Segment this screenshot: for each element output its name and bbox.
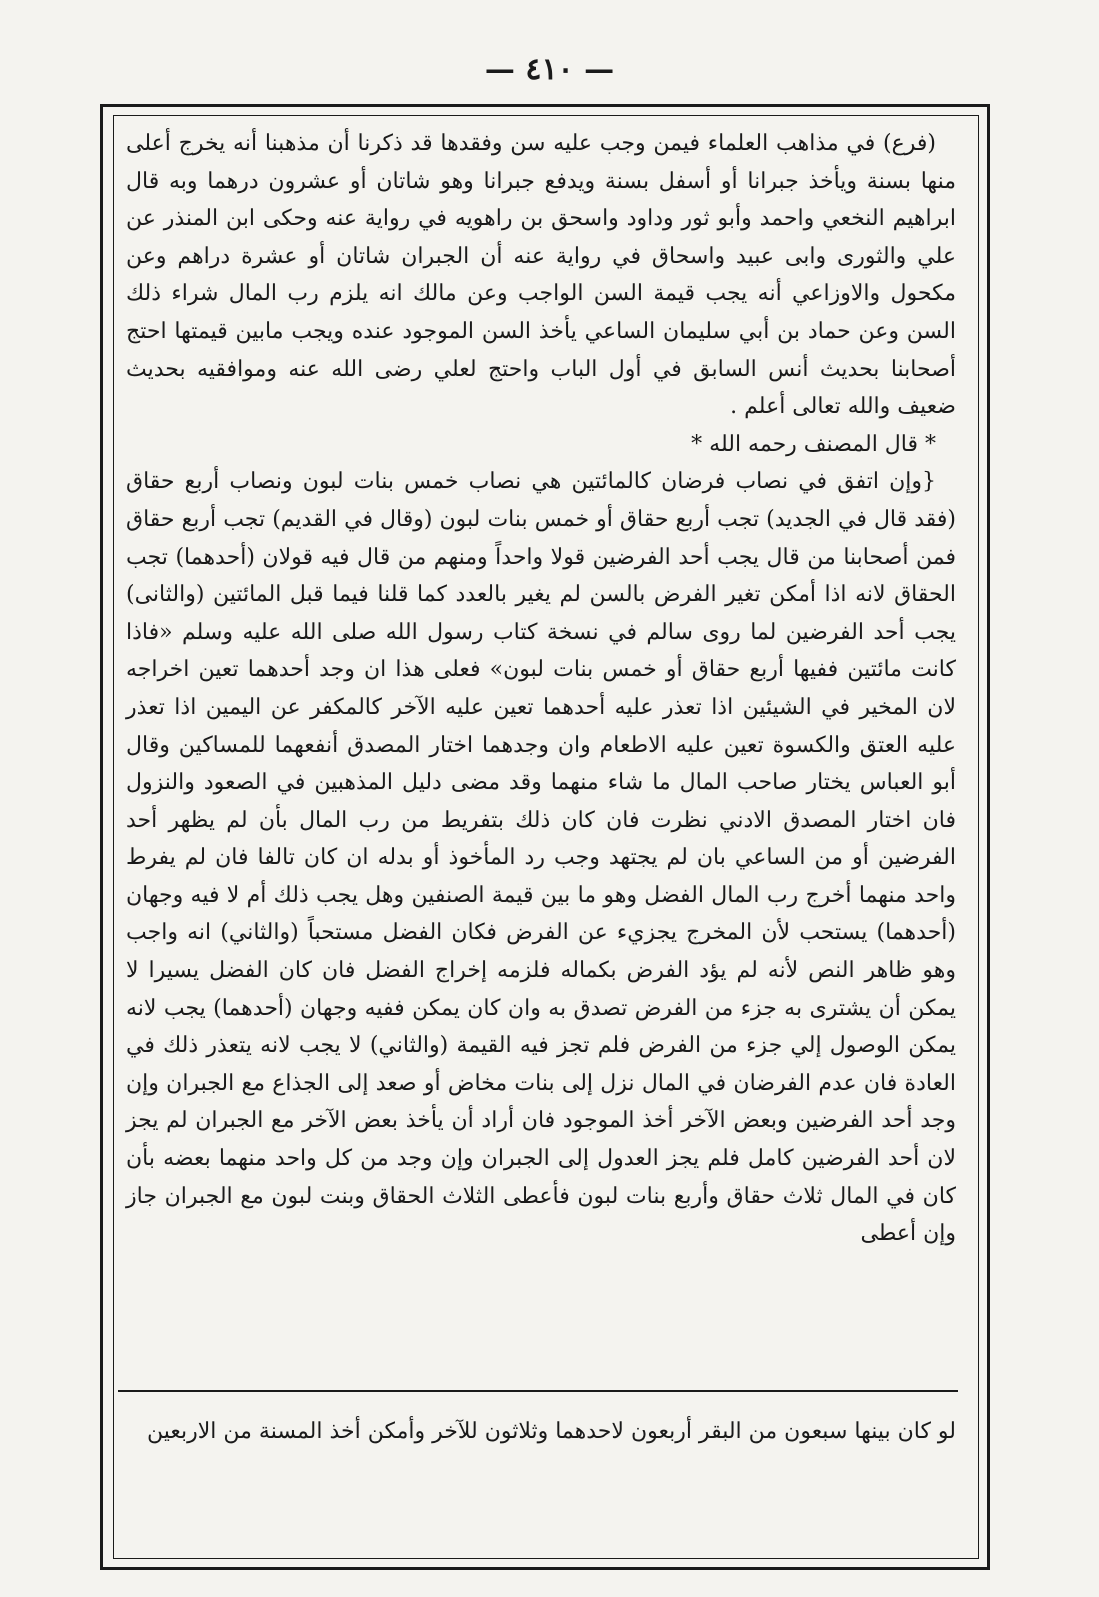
main-text <box>126 125 956 1253</box>
section-heading: * قال المصنف رحمه الله * <box>691 431 936 457</box>
footnote-text: لو كان بينها سبعون من البقر أربعون لاحدهما وثلاثون للآخر وأمكن أخذ المسنة من الاربعين <box>146 1419 956 1444</box>
paragraph-far: (فرع) في مذاهب العلماء فيمن وجب عليه سن وفقدها قد ذكرنا أن مذهبنا أنه يخرج أعلى منها بسنة ويأخذ جبرانا أو أسفل بسنة ويدفع جبرانا وهو شاتان أو عشرون درهما وبه قال ابراهيم النخعي واحمد وأبو ثور وداود واسحق بن راهويه في رواية عنه وحكى ابن المنذر عن علي والثورى وابى عبيد واسحاق في رواية عنه أن الجبران شاتان أو عشرة دراهم وعن مكحول والاوزاعي أنه يجب قيمة السن الواجب وعن مالك انه يلزم رب المال شراء ذلك السن وعن حماد بن أبي سليمان الساعي يأخذ السن الموجود عنده ويجب مابين قيمتها احتج أصحابنا بحديث أنس السابق في أول الباب واحتج لعلي رضى الله عنه وموافقيه بحديث ضعيف والله تعالى أعلم . <box>126 131 956 420</box>
paragraph-main: {وإن اتفق في نصاب فرضان كالمائتين هي نصاب خمس بنات لبون ونصاب أربع حقاق (فقد قال في الجديد) تجب أربع حقاق أو خمس بنات لبون (وقال في القديم) تجب أربع حقاق فمن أصحابنا من قال يجب أحد الفرضين قولا واحداً ومنهم من قال فيه قولان (أحدهما) تجب الحقاق لانه اذا أمكن تغير الفرض بالسن لم يغير بالعدد كما قلنا فيما قبل المائتين (والثانى) يجب أحد الفرضين لما روى سالم في نسخة كتاب رسول الله صلى الله عليه وسلم «فاذا كانت مائتين ففيها أربع حقاق أو خمس بنات لبون» فعلى هذا ان وجد أحدهما تعين اخراجه لان المخير في الشيئين اذا تعذر عليه أحدهما تعين عليه الآخر كالمكفر عن اليمين اذا تعذر عليه العتق والكسوة تعين عليه الاطعام وان وجدهما اختار المصدق أنفعهما للمساكين وقال أبو العباس يختار صاحب المال ما شاء منهما وقد مضى دليل المذهبين في الصعود والنزول فان اختار المصدق الادني نظرت فان كان ذلك بتفريط من رب المال بأن لم يظهر أحد الفرضين أو من الساعي بان لم يجتهد وجب رد المأخوذ أو بدله ان كان تالفا فان لم يفرط واحد منهما أخرج رب المال الفضل وهو ما بين قيمة الصنفين وهل يجب ذلك أم لا فيه وجهان (أحدهما) يستحب لأن المخرج يجزيء عن الفرض فكان الفضل مستحباً (والثاني) انه واجب وهو ظاهر النص لأنه لم يؤد الفرض بكماله فلزمه إخراج الفضل فان كان الفضل يسيرا لا يمكن أن يشترى به جزء من الفرض تصدق به وان كان يمكن ففيه وجهان (أحدهما) يجب لانه يمكن الوصول إلي جزء من الفرض فلم تجز فيه القيمة (والثاني) لا يجب لانه يتعذر ذلك في العادة فان عدم الفرضان في المال نزل إلى بنات مخاض أو صعد إلى الجذاع مع الجبران وإن وجد أحد الفرضين وبعض الآخر أخذ الموجود فان أراد أن يأخذ بعض الآخر مع الجبران لم يجز لان أحد الفرضين كامل فلم يجز العدول إلى الجبران وإن وجد من كل واحد منهما بعضه بأن كان في المال ثلاث حقاق وأربع بنات لبون فأعطى الثلاث الحقاق وبنت لبون مع الجبران جاز وإن أعطى <box>126 469 956 1247</box>
page-number: — ٤١٠ — <box>484 52 615 87</box>
footnote-divider <box>118 1390 958 1392</box>
